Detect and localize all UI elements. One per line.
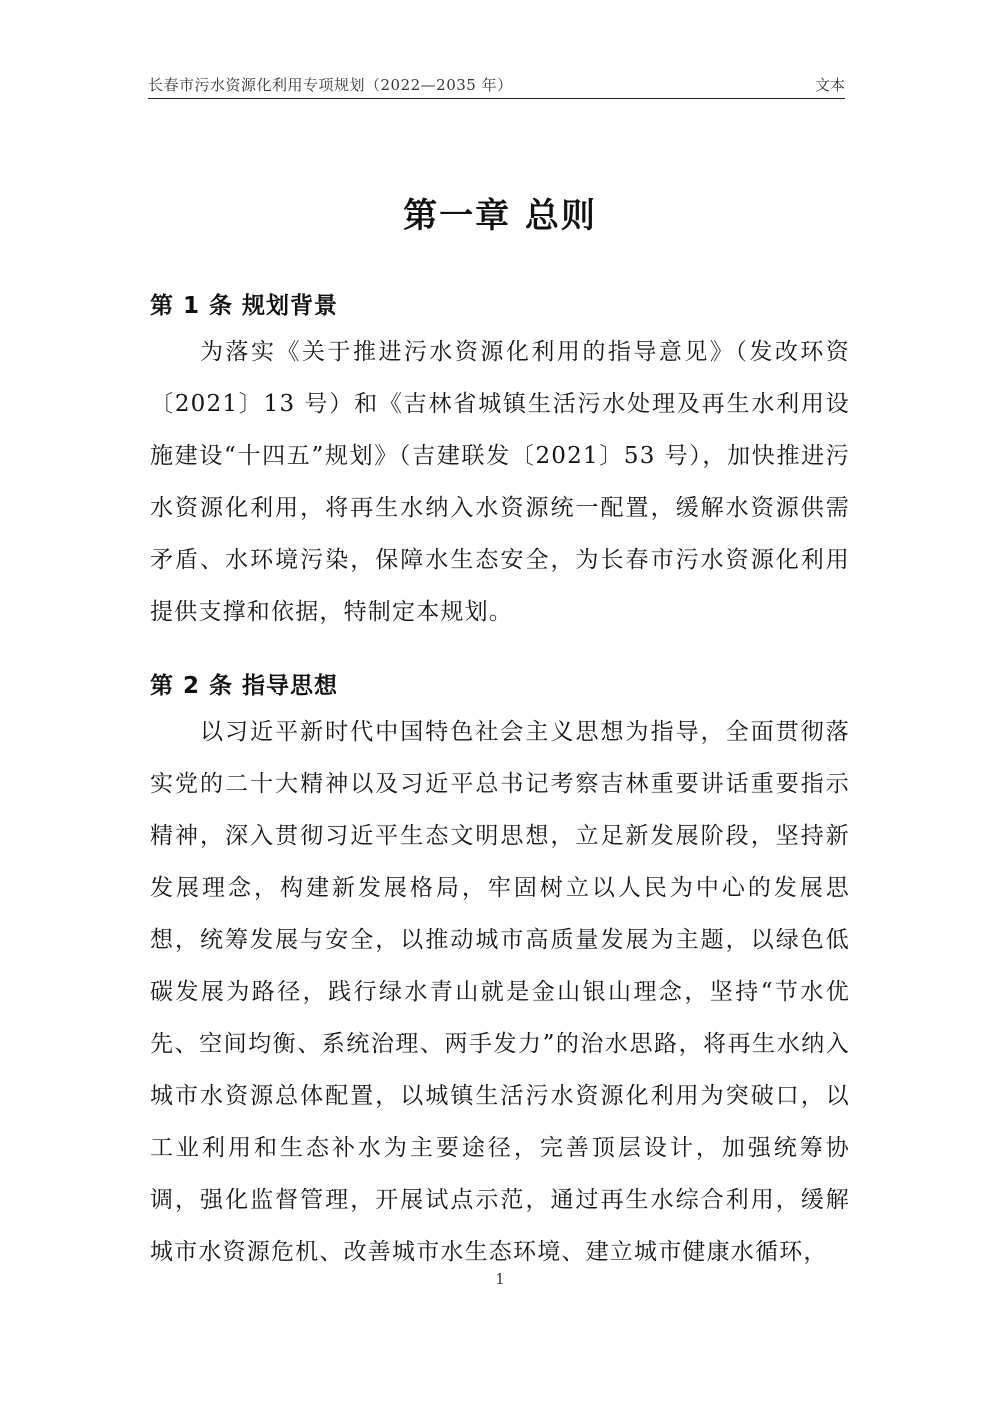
page-number: 1 <box>495 1270 505 1288</box>
article-1-heading: 第 1 条 规划背景 <box>150 293 339 319</box>
header-document-title: 长春市污水资源化利用专项规划（2022—2035 年） <box>148 76 513 94</box>
article-2-heading: 第 2 条 指导思想 <box>150 673 339 699</box>
header-section-label: 文本 <box>814 76 845 94</box>
chapter-title: 第一章 总则 <box>403 196 597 236</box>
article-2-body: 以习近平新时代中国特色社会主义思想为指导，全面贯彻落实党的二十大精神以及习近平总书记考察吉林重要讲话重要指示精神，深入贯彻习近平生态文明思想，立足新发展阶段，坚持新发展理念，构建新发展格局，牢固树立以人民为中心的发展思想，统筹发展与安全，以推动城市高质量发展为主题，以绿色低碳发展为路径，践行绿水青山就是金山银山理念，坚持“节水优先、空间均衡、系统治理、两手发力”的治水思路，将再生水纳入城市水资源总体配置，以城镇生活污水资源化利用为突破口，以工业利用和生态补水为主要途径，完善顶层设计，加强统筹协调，强化监督管理，开展试点示范，通过再生水综合利用，缓解城市水资源危机、改善城市水生态环境、建立城市健康水循环， <box>150 719 850 1265</box>
article-1-body: 为落实《关于推进污水资源化利用的指导意见》（发改环资〔2021〕13 号）和《吉林省城镇生活污水处理及再生水利用设施建设“十四五”规划》（吉建联发〔2021〕53 号），加快推进污水资源化利用，将再生水纳入水资源统一配置，缓解水资源供需矛盾、水环境污染，保障水生态安全，为长春市污水资源化利用提供支撑和依据，特制定本规划。 <box>150 339 850 625</box>
page-header <box>148 68 845 99</box>
